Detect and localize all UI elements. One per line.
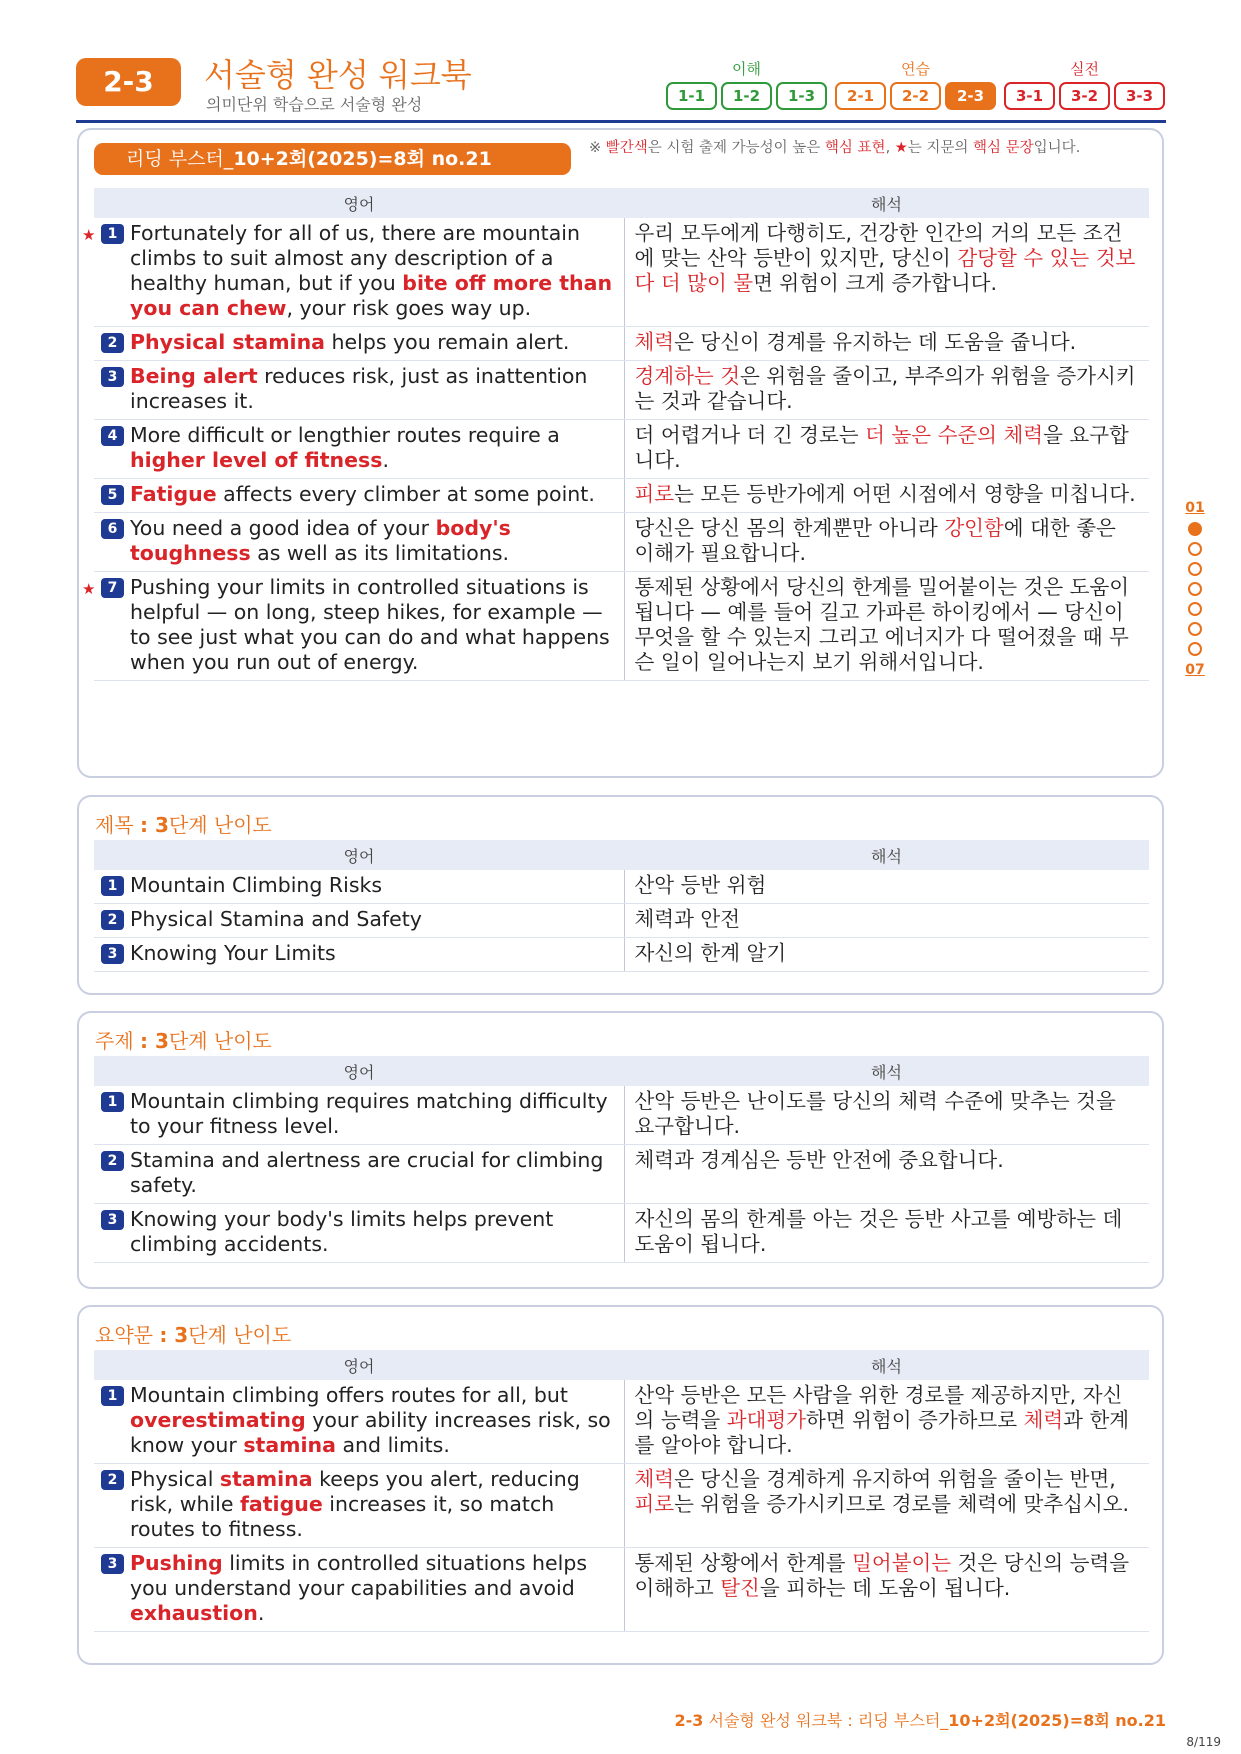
source-prefix: 리딩 부스터_ xyxy=(126,148,234,170)
english-cell: 2 Stamina and alertness are crucial for climbing safety. xyxy=(94,1145,624,1204)
level-button-3-1[interactable]: 3-1 xyxy=(1004,82,1055,110)
korean-cell: 통제된 상황에서 한계를 밀어붙이는 것은 당신의 능력을 이해하고 탈진을 피하는 데 도움이 됩니다. xyxy=(624,1548,1149,1632)
key-expression: 피로 xyxy=(634,482,675,506)
theme-table xyxy=(94,1056,1149,1263)
korean-cell: 산악 등반은 모든 사람을 위한 경로를 제공하지만, 자신의 능력을 과대평가하면 위험이 증가하므로 체력과 한계를 알아야 합니다. xyxy=(624,1380,1149,1464)
level-group-real xyxy=(1004,58,1165,110)
key-expression: stamina xyxy=(219,1467,313,1491)
korean-cell: 체력은 당신이 경계를 유지하는 데 도움을 줍니다. xyxy=(624,327,1149,361)
sentence-number-badge: 1 xyxy=(101,876,124,896)
table-row xyxy=(94,1548,1149,1632)
english-cell: 4 More difficult or lengthier routes require a higher level of fitness. xyxy=(94,420,624,479)
korean-cell: 자신의 몸의 한계를 아는 것은 등반 사고를 예방하는 데 도움이 됩니다. xyxy=(624,1204,1149,1263)
progress-dot[interactable] xyxy=(1188,622,1202,636)
level-button-3-3[interactable]: 3-3 xyxy=(1114,82,1165,110)
key-expression: 과대평가 xyxy=(726,1408,806,1432)
key-expression: overestimating xyxy=(130,1408,306,1432)
table-row xyxy=(94,938,1149,972)
english-cell: 2 Physical stamina keeps you alert, reducing risk, while fatigue increases it, so match routes to fitness. xyxy=(94,1464,624,1548)
section-badge: 2-3 xyxy=(76,58,181,106)
progress-end-label: 07 xyxy=(1185,662,1205,678)
column-header-english: 영어 xyxy=(94,188,624,218)
page-footer: 2-3 서술형 완성 워크북 : 리딩 부스터_10+2회(2025)=8회 no.21 xyxy=(674,1711,1166,1730)
key-expression: Fatigue xyxy=(130,482,217,506)
table-row xyxy=(94,1380,1149,1464)
table-row xyxy=(94,420,1149,479)
table-row xyxy=(94,513,1149,572)
key-expression: 강인함 xyxy=(944,516,1004,540)
english-cell: 5 Fatigue affects every climber at some point. xyxy=(94,479,624,513)
english-cell: 2 Physical stamina helps you remain alert. xyxy=(94,327,624,361)
source-round: 10+2회(2025)=8회 no.21 xyxy=(233,148,492,170)
sentence-number-badge: 3 xyxy=(101,1554,124,1574)
sentence-number-badge: 7 xyxy=(101,578,124,598)
key-expression: higher level of fitness xyxy=(130,448,383,472)
level-group-title: 연습 xyxy=(901,60,930,78)
korean-cell: 경계하는 것은 위험을 줄이고, 부주의가 위험을 증가시키는 것과 같습니다. xyxy=(624,361,1149,420)
progress-dot[interactable] xyxy=(1188,642,1202,656)
korean-cell: 우리 모두에게 다행히도, 건강한 인간의 거의 모든 조건에 맞는 산악 등반이 있지만, 당신이 감당할 수 있는 것보다 더 많이 물면 위험이 크게 증가합니다. xyxy=(624,218,1149,327)
passage-card xyxy=(77,128,1164,778)
section-label-summary: 요약문 : 3단계 난이도 xyxy=(95,1323,292,1347)
table-row xyxy=(94,479,1149,513)
sentence-number-badge: 2 xyxy=(101,910,124,930)
sentence-number-badge: 6 xyxy=(101,519,124,539)
english-cell: 3 Knowing your body's limits helps prevent climbing accidents. xyxy=(94,1204,624,1263)
sentence-number-badge: 1 xyxy=(101,224,124,244)
level-button-3-2[interactable]: 3-2 xyxy=(1059,82,1110,110)
level-button-2-1[interactable]: 2-1 xyxy=(835,82,886,110)
key-expression: 피로 xyxy=(634,1492,675,1516)
korean-cell: 통제된 상황에서 당신의 한계를 밀어붙이는 것은 도움이 됩니다 — 예를 들어 길고 가파른 하이킹에서 — 당신이 무엇을 할 수 있는지 그리고 에너지가 다 떨어졌을 때 무슨 일이 일어나는지 보기 위해서입니다. xyxy=(624,572,1149,681)
section-label-title: 제목 : 3단계 난이도 xyxy=(95,813,272,837)
level-button-2-3[interactable]: 2-3 xyxy=(945,82,996,110)
table-row xyxy=(94,1086,1149,1145)
sentence-number-badge: 3 xyxy=(101,944,124,964)
key-expression: 체력 xyxy=(634,330,675,354)
level-group-title: 실전 xyxy=(1070,60,1099,78)
column-header-korean: 해석 xyxy=(624,1350,1149,1380)
key-expression: Physical stamina xyxy=(130,330,326,354)
key-expression: 체력 xyxy=(1023,1408,1064,1432)
summary-card xyxy=(77,1305,1164,1665)
key-expression: 탈진 xyxy=(720,1576,760,1600)
column-header-korean: 해석 xyxy=(624,840,1149,870)
key-expression: 체력 xyxy=(634,1467,675,1491)
column-header-english: 영어 xyxy=(94,1056,624,1086)
page-title: 서술형 완성 워크북 xyxy=(204,56,472,94)
header-divider xyxy=(76,120,1166,123)
korean-cell: 자신의 한계 알기 xyxy=(624,938,1149,972)
sentence-number-badge: 2 xyxy=(101,333,124,353)
column-header-korean: 해석 xyxy=(624,1056,1149,1086)
key-expression: body's toughness xyxy=(130,516,511,565)
progress-dot-active[interactable] xyxy=(1188,522,1202,536)
sentence-number-badge: 3 xyxy=(101,367,124,387)
legend-note: ※ 빨간색은 시험 출제 가능성이 높은 핵심 표현, ★는 지문의 핵심 문장입니다. xyxy=(589,140,1081,156)
korean-cell: 산악 등반 위험 xyxy=(624,870,1149,904)
english-cell: 2 Physical Stamina and Safety xyxy=(94,904,624,938)
column-header-english: 영어 xyxy=(94,1350,624,1380)
key-expression: bite off more than you can chew xyxy=(130,271,613,320)
english-cell: 3 Pushing limits in controlled situations helps you understand your capabilities and avoid exhaustion. xyxy=(94,1548,624,1632)
sentence-number-badge: 3 xyxy=(101,1210,124,1230)
english-cell: 1 Mountain climbing offers routes for all, but overestimating your ability increases risk, so know your stamina and limits. xyxy=(94,1380,624,1464)
key-expression: fatigue xyxy=(240,1492,323,1516)
sentence-number-badge: 2 xyxy=(101,1470,124,1490)
key-expression: 경계하는 것 xyxy=(634,364,741,388)
level-button-1-2[interactable]: 1-2 xyxy=(721,82,772,110)
progress-sidebar xyxy=(1183,500,1207,700)
column-header-korean: 해석 xyxy=(624,188,1149,218)
korean-cell: 체력은 당신을 경계하게 유지하여 위험을 줄이는 반면, 피로는 위험을 증가시키므로 경로를 체력에 맞추십시오. xyxy=(624,1464,1149,1548)
table-row xyxy=(94,904,1149,938)
level-button-1-3[interactable]: 1-3 xyxy=(776,82,827,110)
source-label xyxy=(94,143,571,175)
key-expression: Being alert xyxy=(130,364,258,388)
korean-cell: 체력과 안전 xyxy=(624,904,1149,938)
table-row xyxy=(94,1464,1149,1548)
section-label-theme: 주제 : 3단계 난이도 xyxy=(95,1029,272,1053)
table-row xyxy=(94,1145,1149,1204)
level-button-2-2[interactable]: 2-2 xyxy=(890,82,941,110)
korean-cell: 당신은 당신 몸의 한계뿐만 아니라 강인함에 대한 좋은 이해가 필요합니다. xyxy=(624,513,1149,572)
sentence-number-badge: 5 xyxy=(101,485,124,505)
table-row xyxy=(94,218,1149,327)
passage-table xyxy=(82,188,1149,681)
key-expression: 더 높은 수준의 체력 xyxy=(865,423,1044,447)
level-group-understand xyxy=(666,58,827,110)
english-cell: ★ 7 Pushing your limits in controlled situations is helpful — on long, steep hikes, for example — to see just what you can do and what happens when you run out of energy. xyxy=(94,572,624,681)
progress-dots xyxy=(1183,522,1207,656)
level-button-1-1[interactable]: 1-1 xyxy=(666,82,717,110)
english-cell: 3 Knowing Your Limits xyxy=(94,938,624,972)
key-sentence-star-icon: ★ xyxy=(82,580,96,598)
page-number: 8/119 xyxy=(1186,1735,1221,1749)
progress-dot[interactable] xyxy=(1188,562,1202,576)
sentence-number-badge: 2 xyxy=(101,1151,124,1171)
table-row xyxy=(94,327,1149,361)
korean-cell: 체력과 경계심은 등반 안전에 중요합니다. xyxy=(624,1145,1149,1204)
page-header xyxy=(76,48,1166,126)
key-sentence-star-icon: ★ xyxy=(82,226,96,244)
english-cell: ★ 1 Fortunately for all of us, there are mountain climbs to suit almost any description of a healthy human, but if you bite off more than you can chew, your risk goes way up. xyxy=(94,218,624,327)
english-cell: 1 Mountain climbing requires matching difficulty to your fitness level. xyxy=(94,1086,624,1145)
progress-dot[interactable] xyxy=(1188,582,1202,596)
korean-cell: 산악 등반은 난이도를 당신의 체력 수준에 맞추는 것을 요구합니다. xyxy=(624,1086,1149,1145)
level-group-practice xyxy=(835,58,996,110)
table-row xyxy=(94,1204,1149,1263)
english-cell: 1 Mountain Climbing Risks xyxy=(94,870,624,904)
key-expression: 밀어붙이는 xyxy=(852,1551,952,1575)
title-table xyxy=(94,840,1149,972)
key-expression: stamina xyxy=(243,1433,336,1457)
theme-card xyxy=(77,1011,1164,1289)
progress-dot[interactable] xyxy=(1188,542,1202,556)
page-subtitle: 의미단위 학습으로 서술형 완성 xyxy=(206,95,423,114)
progress-start-label: 01 xyxy=(1185,500,1205,516)
progress-dot[interactable] xyxy=(1188,602,1202,616)
title-card xyxy=(77,795,1164,995)
level-navigation xyxy=(666,58,1166,118)
korean-cell: 피로는 모든 등반가에게 어떤 시점에서 영향을 미칩니다. xyxy=(624,479,1149,513)
table-row xyxy=(94,361,1149,420)
korean-cell: 더 어렵거나 더 긴 경로는 더 높은 수준의 체력을 요구합니다. xyxy=(624,420,1149,479)
table-row xyxy=(94,870,1149,904)
key-expression: 감당할 수 있는 것보다 더 많이 물 xyxy=(634,246,1136,295)
english-cell: 3 Being alert reduces risk, just as inattention increases it. xyxy=(94,361,624,420)
key-expression: Pushing xyxy=(130,1551,223,1575)
summary-table xyxy=(94,1350,1149,1632)
level-group-title: 이해 xyxy=(732,60,761,78)
table-row xyxy=(94,572,1149,681)
sentence-number-badge: 4 xyxy=(101,426,124,446)
key-expression: exhaustion xyxy=(130,1601,258,1625)
column-header-english: 영어 xyxy=(94,840,624,870)
english-cell: 6 You need a good idea of your body's toughness as well as its limitations. xyxy=(94,513,624,572)
sentence-number-badge: 1 xyxy=(101,1386,124,1406)
sentence-number-badge: 1 xyxy=(101,1092,124,1112)
